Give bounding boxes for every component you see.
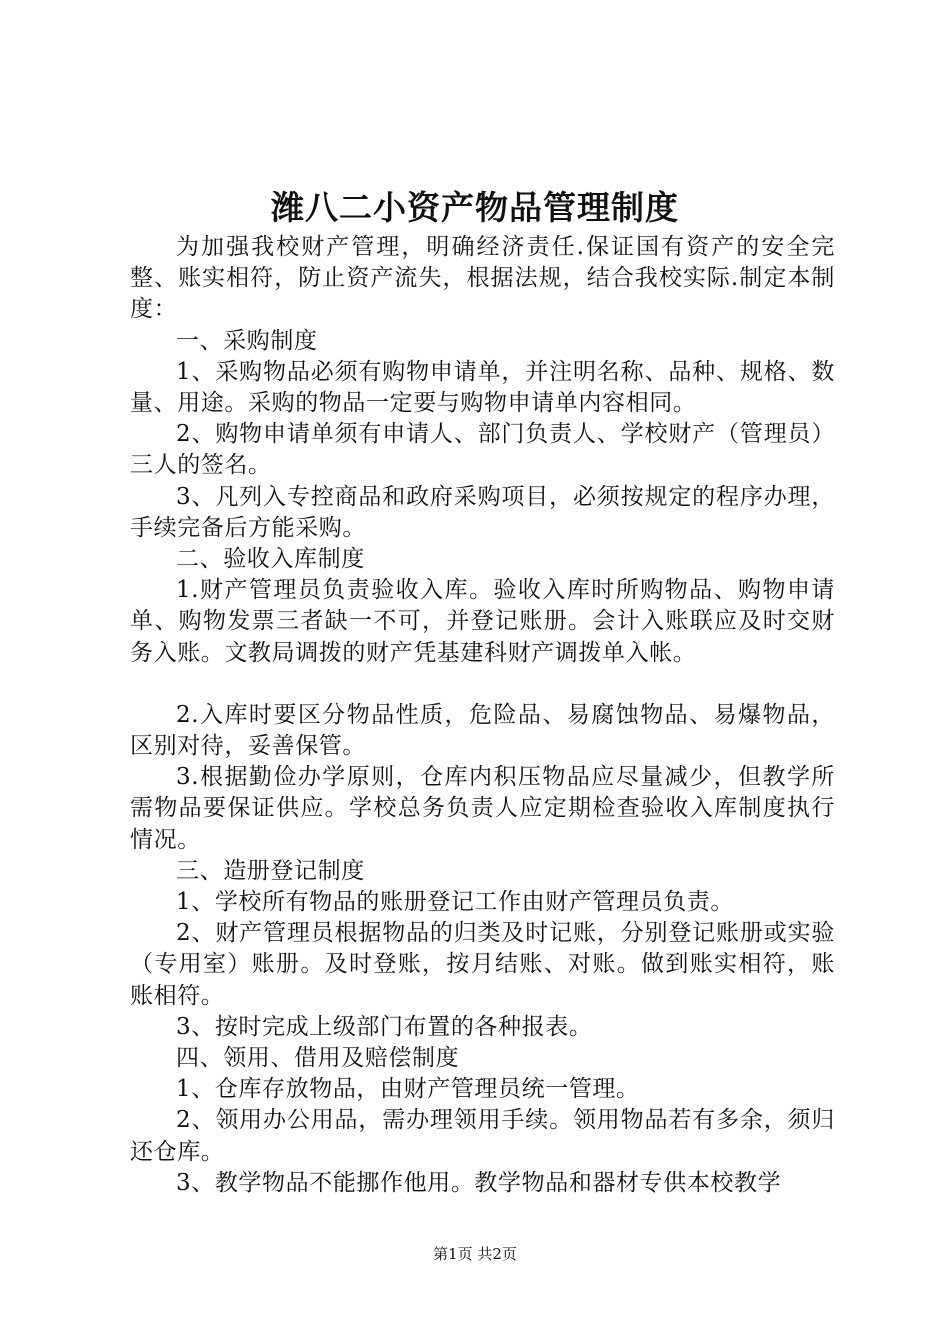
paragraph: 1.财产管理员负责验收入库。验收入库时所购物品、购物申请单、购物发票三者缺一不可，并登记账册。会计入账联应及时交财务入账。文教局调拨的财产凭基建科财产调拨单入帐。 bbox=[130, 577, 835, 666]
paragraph: 2、领用办公用品，需办理领用手续。领用物品若有多余，须归还仓库。 bbox=[130, 1107, 835, 1165]
page-number: 第1页 共2页 bbox=[433, 1245, 517, 1263]
paragraph: 1、采购物品必须有购物申请单，并注明名称、品种、规格、数量、用途。采购的物品一定要与购物申请单内容相同。 bbox=[130, 358, 835, 417]
section-heading-usage: 四、领用、借用及赔偿制度 bbox=[176, 1045, 460, 1072]
paragraph: 2、购物申请单须有申请人、部门负责人、学校财产（管理员）三人的签名。 bbox=[130, 421, 835, 479]
paragraph: 3、凡列入专控商品和政府采购项目，必须按规定的程序办理，手续完备后方能采购。 bbox=[130, 483, 835, 541]
paragraph: 1、仓库存放物品，由财产管理员统一管理。 bbox=[176, 1076, 640, 1103]
section-heading-registration: 三、造册登记制度 bbox=[176, 857, 365, 884]
paragraph: 3、按时完成上级部门布置的各种报表。 bbox=[176, 1013, 593, 1040]
section-heading-procurement: 一、采购制度 bbox=[176, 327, 318, 354]
paragraph: 1、学校所有物品的账册登记工作由财产管理员负责。 bbox=[176, 889, 735, 916]
paragraph: 2、财产管理员根据物品的归类及时记账，分别登记账册或实验（专用室）账册。及时登账，按月结账、对账。做到账实相符，账账相符。 bbox=[130, 920, 835, 1009]
paragraph: 2.入库时要区分物品性质，危险品、易腐蚀物品、易爆物品，区别对待，妥善保管。 bbox=[130, 701, 835, 760]
section-heading-acceptance: 二、验收入库制度 bbox=[176, 546, 365, 573]
paragraph: 3.根据勤俭办学原则，仓库内积压物品应尽量减少，但教学所需物品要保证供应。学校总务负责人应定期检查验收入库制度执行情况。 bbox=[130, 764, 835, 853]
paragraph: 3、教学物品不能挪作他用。教学物品和器材专供本校教学 bbox=[176, 1169, 782, 1196]
document-body bbox=[130, 232, 835, 1199]
intro-paragraph: 为加强我校财产管理，明确经济责任.保证国有资产的安全完整、账实相符，防止资产流失，根据法规，结合我校实际.制定本制度： bbox=[130, 234, 835, 323]
document-title: 潍八二小资产物品管理制度 bbox=[271, 188, 679, 227]
